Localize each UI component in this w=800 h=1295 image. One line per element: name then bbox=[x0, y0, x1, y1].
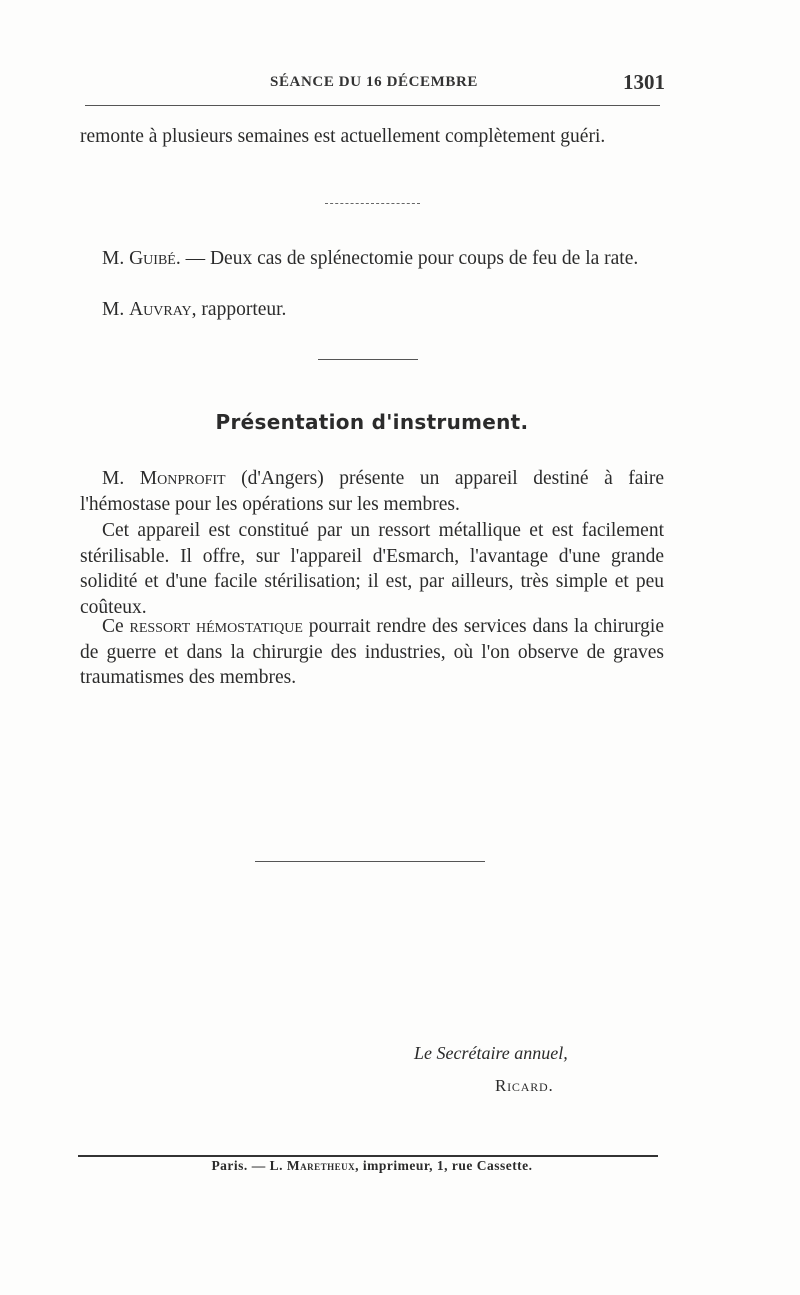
running-title: SÉANCE DU 16 DÉCEMBRE bbox=[270, 74, 479, 90]
presentation-text-1: (d'Angers) présente un appareil destiné à faire l'hémostase pour les opérations sur les membres. bbox=[80, 468, 665, 515]
separator-rule bbox=[255, 861, 485, 862]
instrument-name: ressort hémostatique bbox=[129, 616, 303, 637]
running-head bbox=[80, 68, 665, 98]
imprint-dash: — L. bbox=[247, 1158, 287, 1173]
continuation-paragraph bbox=[80, 124, 664, 150]
footer-rule bbox=[78, 1155, 658, 1157]
signature-role: Le Secrétaire annuel, bbox=[414, 1043, 568, 1063]
imprint-printer: Maretheux bbox=[286, 1158, 356, 1173]
report-prefix-2: M. bbox=[102, 299, 130, 320]
presentation-prefix-3: Ce bbox=[102, 616, 130, 637]
presenter-name: Monprofit bbox=[139, 468, 226, 489]
imprint-address: , imprimeur, 1, rue Cassette. bbox=[355, 1158, 533, 1173]
separator-rule bbox=[325, 203, 420, 204]
printer-imprint bbox=[80, 1158, 664, 1174]
section-title: Présentation d'instrument. bbox=[215, 410, 529, 434]
report-rapporteur-role: , rapporteur. bbox=[191, 299, 287, 320]
report-line-1 bbox=[80, 246, 664, 272]
report-rapporteur: Auvray bbox=[129, 299, 192, 320]
presentation-paragraph-3 bbox=[80, 614, 664, 691]
header-rule bbox=[85, 105, 660, 106]
presentation-text-2: Cet appareil est constitué par un ressort métallique et est facilement stérilisable. Il offre, sur l'appareil d'Esmarch, l'avantage d'une grande solidité et d'une facile stérilisation; il est, par ailleurs, très simple et peu coûteux. bbox=[80, 520, 664, 618]
continuation-text: remonte à plusieurs semaines est actuellement complètement guéri. bbox=[80, 126, 606, 147]
imprint-city: Paris. bbox=[211, 1158, 248, 1173]
presentation-text-3: pourrait rendre des services dans la chirurgie de guerre et dans la chirurgie des industries, où l'on observe de graves traumatismes des membres. bbox=[80, 616, 664, 688]
presentation-paragraph-2 bbox=[80, 518, 664, 620]
report-author: Guibé bbox=[129, 248, 176, 269]
separator-rule bbox=[318, 359, 418, 360]
presentation-prefix: M. bbox=[102, 468, 140, 489]
page-number: 1301 bbox=[623, 70, 665, 94]
signature-name: Ricard. bbox=[495, 1076, 554, 1095]
report-title: . — Deux cas de splénectomie pour coups de feu de la rate. bbox=[175, 248, 639, 269]
presentation-paragraph-1 bbox=[80, 466, 664, 517]
report-prefix-1: M. bbox=[102, 248, 130, 269]
report-line-2 bbox=[80, 297, 664, 323]
